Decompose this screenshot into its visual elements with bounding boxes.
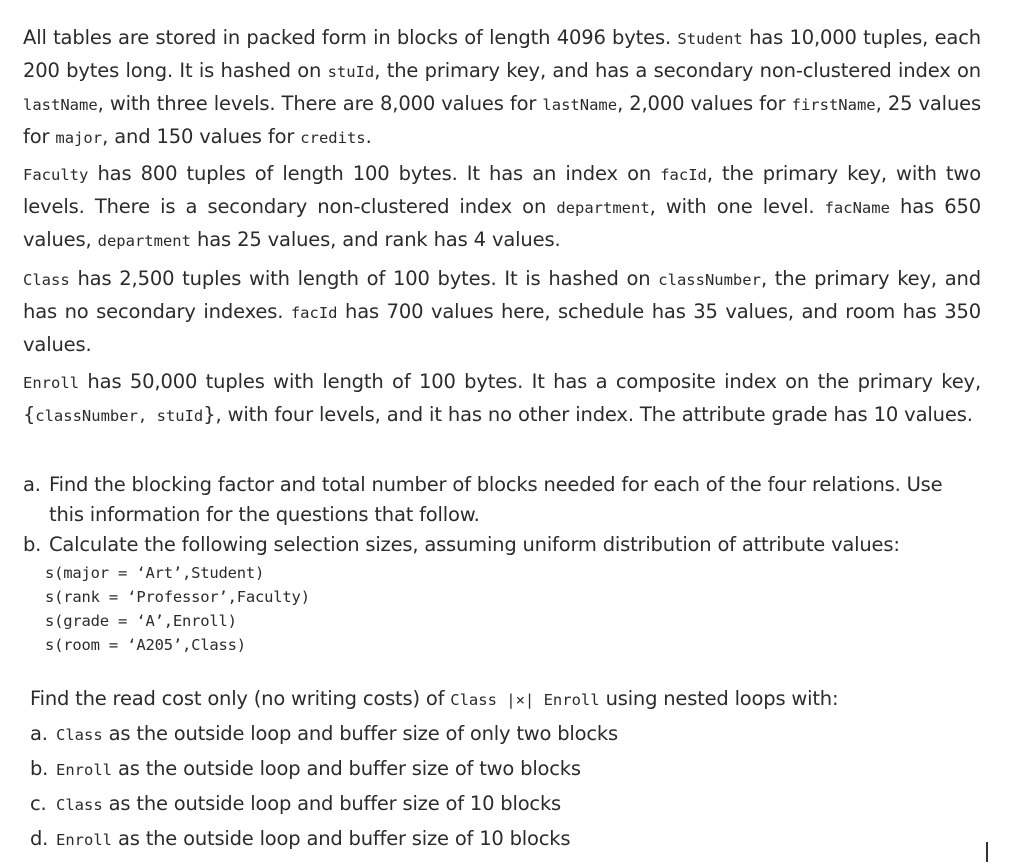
item-text: as the outside loop and buffer size of two blocks [112,757,581,780]
code-lastName: lastName [23,96,98,114]
text: All tables are stored in packed form in blocks of length 4096 bytes. [23,26,678,49]
text: has 25 values, and rank has 4 values. [190,228,561,251]
code-line: s(major = ‘Art’,Student) [45,564,265,582]
code-firstName: firstName [791,96,876,114]
text: has 700 values here, schedule has 35 values, and room has 350 values. [23,300,981,356]
item-text: as the outside loop and buffer size of only two blocks [102,722,618,745]
list-marker: a. [23,473,41,496]
code-line: s(grade = ‘A’,Enroll) [45,612,237,630]
text: , with three levels. There are 8,000 values for [97,92,543,115]
code-major: major [55,129,103,147]
code-facId: facId [660,166,707,184]
nested-loop-item-b [30,752,990,787]
nested-loop-item-c [30,787,990,822]
list-marker: a. [30,722,48,745]
item-text: as the outside loop and buffer size of 10 blocks [112,827,571,850]
paragraph-enroll [23,366,981,432]
code-line: s(rank = ‘Professor’,Faculty) [45,588,310,606]
selection-code-block [23,561,983,657]
code-stuId: stuId [327,63,375,81]
list-marker: b. [30,757,49,780]
code-department: department [556,199,650,217]
text: , 2,000 values for [617,92,792,115]
text: , and 150 values for [102,125,301,148]
text: , the primary key, and has a secondary non-clustered index on [374,59,981,82]
question-list-2 [30,682,990,857]
question-a [23,470,983,530]
code-relation: Enroll [56,761,112,779]
code-department: department [97,232,191,250]
code-faculty: Faculty [23,166,89,184]
list-marker: c. [30,792,47,815]
nested-loop-item-d [30,822,990,857]
text: . [365,125,372,148]
text: has 50,000 tuples with length of 100 bytes. It has a composite index on the primary key, { [23,370,981,426]
question-b [23,530,983,560]
text: , the primary key, with two levels. There is a secondary non-clustered index on [23,162,981,218]
code-facName: facName [824,199,890,217]
text: , with one level. [649,195,825,218]
text: }, with four levels, and it has no other index. The attribute grade has 10 values. [203,403,973,426]
paragraph-student [23,22,981,154]
code-join: Class |×| Enroll [450,691,600,709]
paragraph-class [23,263,981,360]
nested-loop-item-a [30,717,990,752]
code-line: s(room = ‘A205’,Class) [45,636,246,654]
list-marker: d. [30,827,49,850]
question-heading [30,682,990,717]
code-lastName: lastName [542,96,618,114]
text: has 10,000 tuples, each 200 bytes long. It is hashed on [23,26,981,82]
paragraph-faculty [23,158,981,257]
text-cursor [986,842,988,862]
text: , the primary key, and has no secondary indexes. [23,267,981,323]
code-relation: Class [56,726,103,744]
text: has 2,500 tuples with length of 100 bytes. It is hashed on [69,267,659,290]
text: has 800 tuples of length 100 bytes. It has an index on [88,162,661,185]
code-composite-key: classNumber, stuId [35,407,204,425]
code-relation: Class [56,796,103,814]
code-student: Student [677,30,743,48]
code-classNumber: classNumber [658,271,761,289]
code-relation: Enroll [56,831,112,849]
list-marker: b. [23,533,42,556]
code-class: Class [23,271,70,289]
code-credits: credits [300,129,366,147]
item-text: as the outside loop and buffer size of 10 blocks [102,792,561,815]
text: Find the read cost only (no writing costs) of [30,687,451,710]
question-text: Calculate the following selection sizes, assuming uniform distribution of attribute values: [49,533,900,556]
code-facId: facId [290,304,338,322]
question-list-1 [23,470,983,657]
text: has 650 values, [23,195,981,251]
question-text: Find the blocking factor and total number of blocks needed for each of the four relations. Use this information for the questions that follow. [49,473,943,526]
code-enroll: Enroll [23,374,79,392]
text: , 25 values for [23,92,982,148]
text: using nested loops with: [599,687,839,710]
